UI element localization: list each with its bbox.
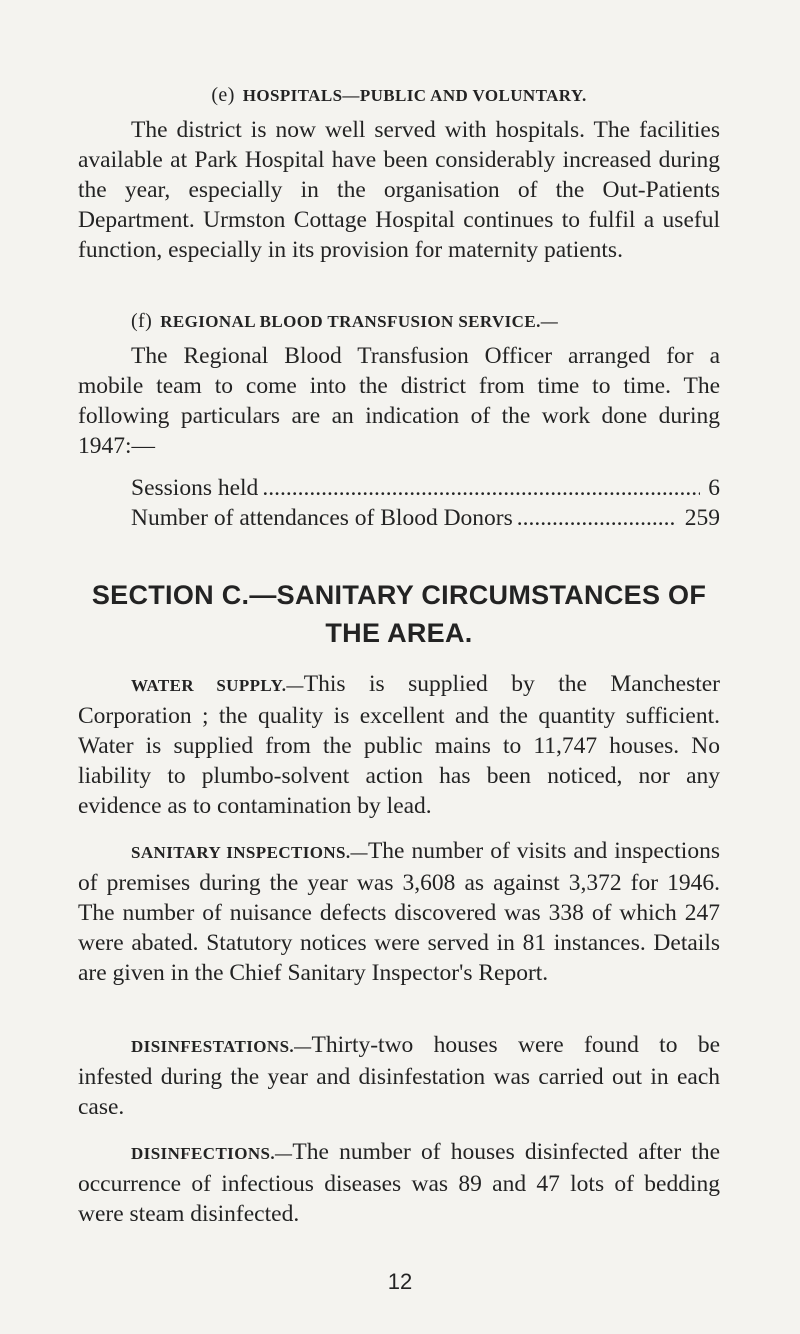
blood-transfusion-heading: (f) REGIONAL BLOOD TRANSFUSION SERVICE.— (131, 310, 559, 332)
disinfections-body: The number of houses disinfected after the occurrence of infectious diseases was 89 and 47 lots of bedding were steam disinfected. (78, 1139, 720, 1227)
water-supply-body: This is supplied by the Manchester Corporation ; the quality is excellent and the quantity sufficient. Water is supplied from the public mains to 11,747 houses. No liability to plumbo-solvent action has been noticed, nor any evidence as to contamination by lead. (78, 671, 720, 819)
blood-transfusion-section (78, 310, 720, 533)
disinfections-heading: DISINFECTIONS.— (131, 1144, 293, 1163)
sessions-value: 6 (708, 475, 720, 501)
sanitary-inspections-section (78, 836, 720, 988)
hospitals-body: The district is now well served with hospitals. The facilities available at Park Hospital have been considerably increased during the year, especially in the organisation of the Out-Patients Department. Urmston Cottage Hospital continues to fulfil a useful function, especially in its provision for maternity patients. (78, 117, 720, 263)
section-c-title: SECTION C.—SANITARY CIRCUMSTANCES OF THE AREA. (91, 580, 707, 648)
disinfestations-body: Thirty-two houses were found to be infested during the year and disinfestation was carried out in each case. (78, 1032, 720, 1120)
page-number: 12 (387, 1269, 413, 1294)
sessions-row: Sessions held ..... 6 (131, 473, 720, 503)
water-supply-heading: WATER SUPPLY.— (131, 676, 304, 695)
disinfestations-heading: DISINFESTATIONS.— (131, 1037, 312, 1056)
attendances-row: Number of attendances of Blood Donors ..... 259 (131, 503, 720, 533)
disinfections-section (78, 1137, 720, 1229)
hospitals-section (78, 84, 720, 265)
attendances-value: 259 (684, 505, 720, 531)
disinfestations-section (78, 1030, 720, 1122)
water-supply-section (78, 669, 720, 821)
hospitals-heading: (e) HOSPITALS—PUBLIC AND VOLUNTARY. (211, 84, 587, 106)
sanitary-inspections-heading: SANITARY INSPECTIONS.— (131, 843, 368, 862)
blood-transfusion-body: The Regional Blood Transfusion Officer arranged for a mobile team to come into the district from time to time. The following particulars are an indication of the work done during 1947:— (78, 343, 720, 459)
sanitary-inspections-body: The number of visits and inspections of premises during the year was 3,608 as against 3,372 for 1946. The number of nuisance defects discovered was 338 of which 247 were abated. Statutory notices were served in 81 instances. Details are given in the Chief Sanitary Inspector's Report. (78, 838, 720, 986)
